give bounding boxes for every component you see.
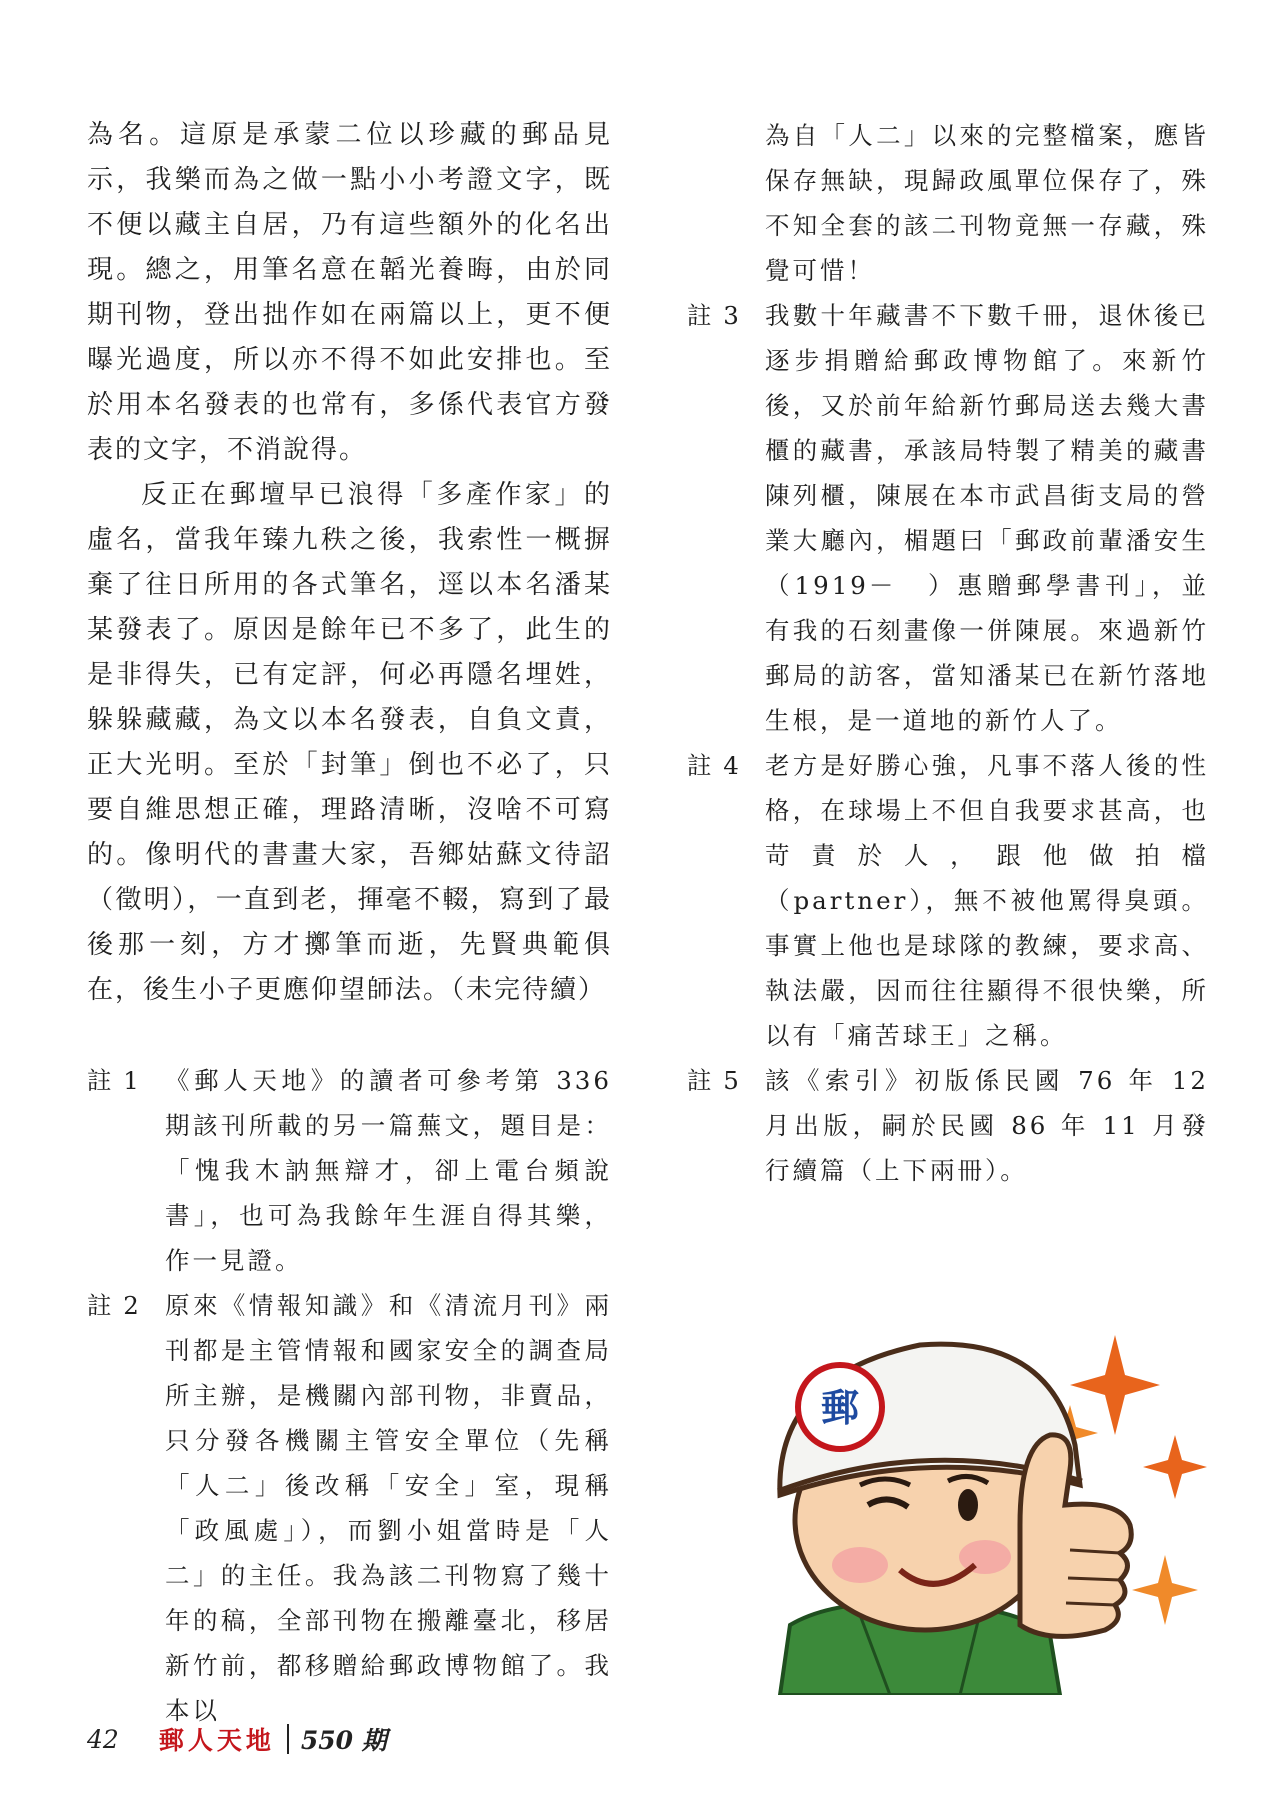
footnote-2 bbox=[87, 1283, 612, 1733]
eye bbox=[958, 1489, 978, 1521]
issue-number: 550 期 bbox=[300, 1726, 387, 1755]
footnote-text: 老方是好勝心強，凡事不落人後的性格，在球場上不但自我要求甚高，也苛責於人，跟他做拍檔（partner），無不被他罵得臭頭。事實上他也是球隊的教練，要求高、執法嚴，因而往往顯得不很快樂，所以有「痛苦球王」之稱。 bbox=[765, 751, 1209, 1050]
footnote-label: 註 5 bbox=[687, 1066, 741, 1095]
sparkle-icon bbox=[1132, 1555, 1198, 1625]
footnote-text: 該《索引》初版係民國 76 年 12 月出版，嗣於民國 86 年 11 月發行續篇（上下兩冊）。 bbox=[765, 1066, 1209, 1185]
sparkle-icon bbox=[1070, 1335, 1160, 1435]
footnote-label: 註 3 bbox=[687, 301, 741, 330]
footnote-label: 註 2 bbox=[87, 1291, 141, 1320]
hat-badge-text: 郵 bbox=[820, 1386, 860, 1430]
footnote-2-continued: 為自「人二」以來的完整檔案，應皆保存無缺，現歸政風單位保存了，殊不知全套的該二刊物竟無一存藏，殊覺可惜！ bbox=[765, 121, 1209, 285]
mascot-illustration bbox=[720, 1295, 1220, 1695]
footnote-5 bbox=[687, 1058, 1209, 1193]
footnote-3 bbox=[687, 293, 1209, 743]
footnote-label: 註 1 bbox=[87, 1066, 141, 1095]
body-paragraph-2: 反正在郵壇早已浪得「多產作家」的虛名，當我年臻九秩之後，我索性一概摒棄了往日所用的各式筆名，逕以本名潘某某發表了。原因是餘年已不多了，此生的是非得失，已有定評，何必再隱名埋姓，躲躲藏藏，為文以本名發表，自負文責，正大光明。至於「封筆」倒也不必了，只要自維思想正確，理路清晰，沒啥不可寫的。像明代的書畫大家，吾鄉姑蘇文待詔（徵明），一直到老，揮毫不輟，寫到了最後那一刻，方才擲筆而逝，先賢典範俱在，後生小子更應仰望師法。（未完待續） bbox=[87, 480, 612, 1005]
right-column bbox=[687, 113, 1209, 1193]
left-column bbox=[87, 113, 612, 1733]
footnote-text: 我數十年藏書不下數千冊，退休後已逐步捐贈給郵政博物館了。來新竹後，又於前年給新竹郵局送去幾大書櫃的藏書，承該局特製了精美的藏書陳列櫃，陳展在本市武昌街支局的營業大廳內，楣題曰「郵政前輩潘安生（1919－ ）惠贈郵學書刊」，並有我的石刻畫像一併陳展。來過新竹郵局的訪客，當知潘某已在新竹落地生根，是一道地的新竹人了。 bbox=[765, 301, 1209, 735]
sparkle-icon bbox=[1143, 1435, 1207, 1499]
page-footer bbox=[87, 1719, 387, 1759]
body-paragraph-1: 為名。這原是承蒙二位以珍藏的郵品見示，我樂而為之做一點小小考證文字，既不便以藏主自居，乃有這些額外的化名出現。總之，用筆名意在韜光養晦，由於同期刊物，登出拙作如在兩篇以上，更不便曝光過度，所以亦不得不如此安排也。至於用本名發表的也常有，多係代表官方發表的文字，不消說得。 bbox=[87, 120, 612, 465]
footnote-1 bbox=[87, 1058, 612, 1283]
magazine-name: 郵人天地 bbox=[158, 1726, 275, 1755]
footnote-text: 原來《情報知識》和《清流月刊》兩刊都是主管情報和國家安全的調查局所主辦，是機關內部刊物，非賣品，只分發各機關主管安全單位（先稱「人二」後改稱「安全」室，現稱「政風處」），而劉小姐當時是「人二」的主任。我為該二刊物寫了幾十年的稿，全部刊物在搬離臺北，移居新竹前，都移贈給郵政博物館了。我本以 bbox=[165, 1291, 612, 1725]
footnote-label: 註 4 bbox=[687, 751, 741, 780]
footnote-4 bbox=[687, 743, 1209, 1058]
footnote-text: 《郵人天地》的讀者可參考第 336 期該刊所載的另一篇蕪文，題目是：「愧我木訥無辯才，卻上電台頻說書」，也可為我餘年生涯自得其樂，作一見證。 bbox=[165, 1066, 612, 1275]
page-number: 42 bbox=[87, 1724, 119, 1754]
footer-divider bbox=[287, 1724, 289, 1754]
